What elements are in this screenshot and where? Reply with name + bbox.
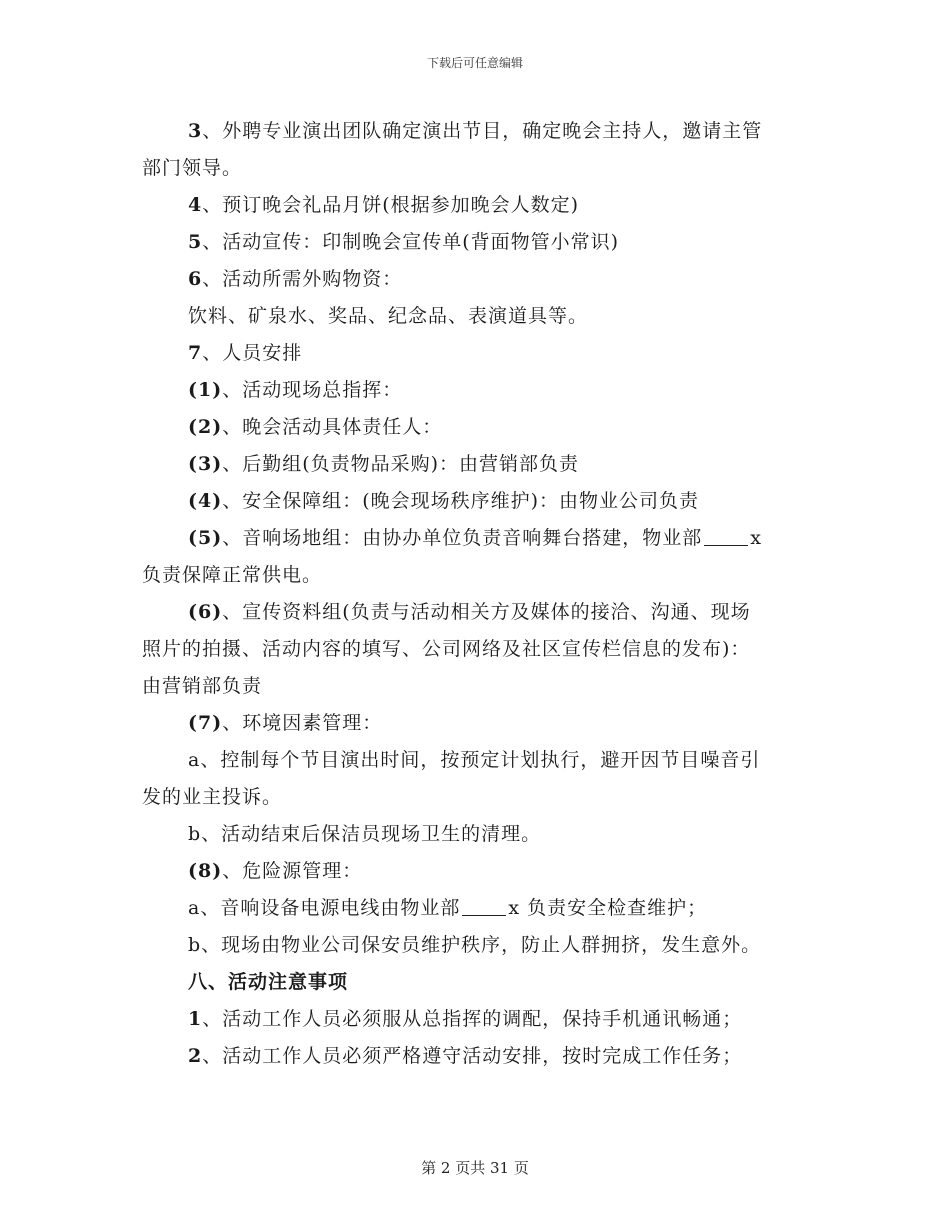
item-text: 、安全保障组：(晚会现场秩序维护)：由物业公司负责	[222, 490, 700, 512]
item-number: 1	[188, 1008, 203, 1030]
item-text: 、外聘专业演出团队确定演出节目，确定晚会主持人，邀请主管	[202, 120, 763, 142]
list-item	[188, 338, 302, 365]
item-text: 、后勤组(负责物品采购)：由营销部负责	[222, 453, 580, 475]
list-item	[188, 190, 579, 217]
text-line	[188, 301, 588, 328]
list-item	[188, 708, 382, 735]
item-number: 6	[188, 268, 203, 290]
item-text: 由营销部负责	[142, 675, 263, 697]
item-number: (1)	[188, 379, 223, 401]
heading-text: 八、活动注意事项	[188, 971, 349, 993]
item-text: 发的业主投诉。	[142, 786, 283, 808]
list-item	[188, 597, 751, 624]
item-tail: x 负责安全检查维护；	[508, 897, 708, 919]
list-item	[188, 1004, 742, 1031]
text-line	[142, 782, 282, 809]
text-line	[188, 930, 761, 957]
section-heading	[188, 967, 348, 994]
item-number: 5	[188, 231, 203, 253]
item-number: (6)	[188, 601, 223, 623]
item-number: 7	[188, 342, 203, 364]
item-number: (2)	[188, 416, 223, 438]
list-item	[188, 1041, 742, 1068]
text-line	[142, 560, 322, 587]
item-text: 、音响场地组：由协办单位负责音响舞台搭建，物业部	[222, 527, 703, 549]
item-text: 、活动工作人员必须服从总指挥的调配，保持手机通讯畅通；	[202, 1008, 743, 1030]
item-text: b、现场由物业公司保安员维护秩序，防止人群拥挤，发生意外。	[188, 934, 762, 956]
list-item	[188, 227, 619, 254]
text-line	[142, 671, 262, 698]
page-header: 下载后可任意编辑	[426, 56, 523, 70]
text-line	[188, 819, 541, 846]
item-text: b、活动结束后保洁员现场卫生的清理。	[188, 823, 542, 845]
item-text: a、控制每个节目演出时间，按预定计划执行，避开因节目噪音引	[188, 749, 761, 771]
item-text: 、宣传资料组(负责与活动相关方及媒体的接洽、沟通、现场	[222, 601, 751, 623]
list-item	[188, 116, 762, 143]
item-text: 、活动宣传：印制晚会宣传单(背面物管小常识)	[202, 231, 620, 253]
text-line	[188, 893, 707, 920]
item-text: 、危险源管理：	[222, 860, 363, 882]
list-item	[188, 412, 442, 439]
item-text: 、预订晚会礼品月饼(根据参加晚会人数定)	[202, 194, 580, 216]
blank-underline	[704, 527, 748, 546]
item-text: 、活动现场总指挥：	[222, 379, 403, 401]
item-text: 、活动工作人员必须严格遵守活动安排，按时完成工作任务；	[202, 1045, 743, 1067]
item-number: (5)	[188, 527, 223, 549]
item-text: 照片的拍摄、活动内容的填写、公司网络及社区宣传栏信息的发布)：	[142, 638, 751, 660]
item-text: 、活动所需外购物资：	[202, 268, 403, 290]
item-text: 、晚会活动具体责任人：	[222, 416, 443, 438]
item-text: 负责保障正常供电。	[142, 564, 323, 586]
item-text: 、环境因素管理：	[222, 712, 383, 734]
list-item	[188, 486, 699, 513]
item-number: 4	[188, 194, 203, 216]
item-number: (7)	[188, 712, 223, 734]
item-tail: x	[750, 527, 762, 549]
list-item	[188, 449, 579, 476]
text-line	[188, 745, 760, 772]
text-line	[142, 634, 750, 661]
list-item	[188, 375, 402, 402]
item-text: 部门领导。	[142, 157, 243, 179]
item-number: (4)	[188, 490, 223, 512]
list-item	[188, 264, 402, 291]
item-text: 、人员安排	[202, 342, 303, 364]
item-number: 3	[188, 120, 203, 142]
list-item	[188, 856, 362, 883]
item-text: 饮料、矿泉水、奖品、纪念品、表演道具等。	[188, 305, 589, 327]
page-footer: 第 2 页共 31 页	[421, 1159, 529, 1177]
list-item	[188, 523, 762, 550]
item-number: (8)	[188, 860, 223, 882]
item-number: 2	[188, 1045, 203, 1067]
text-line	[142, 153, 242, 180]
blank-underline	[462, 897, 506, 916]
item-number: (3)	[188, 453, 223, 475]
item-text: a、音响设备电源电线由物业部	[188, 897, 461, 919]
